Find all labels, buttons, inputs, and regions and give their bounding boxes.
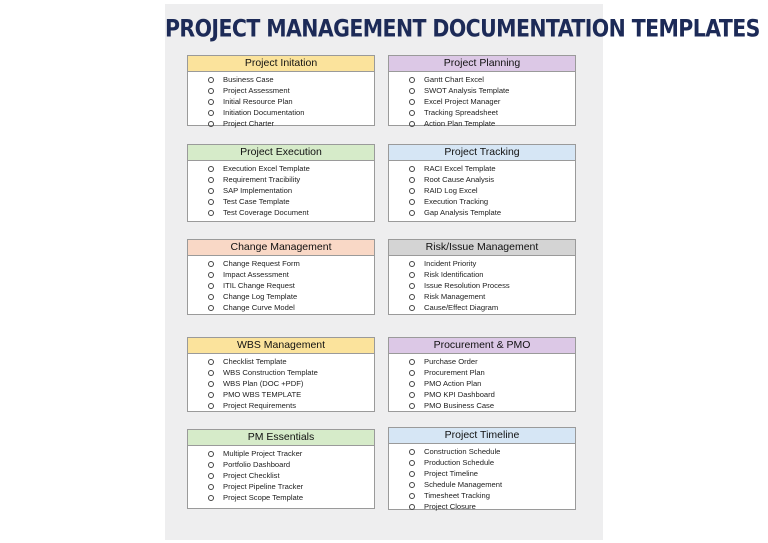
- list-item: Change Request Form: [188, 258, 374, 269]
- bullet-icon: [409, 99, 415, 105]
- bullet-icon: [208, 392, 214, 398]
- list-item: Project Assessment: [188, 85, 374, 96]
- list-item: Project Timeline: [389, 468, 575, 479]
- list-item: Project Pipeline Tracker: [188, 481, 374, 492]
- list-item: ITIL Change Request: [188, 280, 374, 291]
- list-item: Impact Assessment: [188, 269, 374, 280]
- card-heading: Procurement & PMO: [389, 338, 575, 354]
- list-item: Test Case Template: [188, 196, 374, 207]
- bullet-icon: [208, 359, 214, 365]
- bullet-icon: [208, 370, 214, 376]
- list-item: Construction Schedule: [389, 446, 575, 457]
- bullet-icon: [409, 403, 415, 409]
- bullet-icon: [208, 99, 214, 105]
- list-item: Project Scope Template: [188, 492, 374, 503]
- bullet-icon: [409, 460, 415, 466]
- card-heading: Change Management: [188, 240, 374, 256]
- list-item: Portfolio Dashboard: [188, 459, 374, 470]
- card-project-initiation: [187, 55, 375, 126]
- bullet-icon: [208, 462, 214, 468]
- list-item: Risk Identification: [389, 269, 575, 280]
- list-item: Project Checklist: [188, 470, 374, 481]
- list-item: Cause/Effect Diagram: [389, 302, 575, 313]
- bullet-icon: [409, 504, 415, 510]
- bullet-icon: [409, 359, 415, 365]
- bullet-icon: [208, 272, 214, 278]
- bullet-icon: [208, 210, 214, 216]
- list-item: Change Log Template: [188, 291, 374, 302]
- list-item: Purchase Order: [389, 356, 575, 367]
- bullet-icon: [409, 188, 415, 194]
- bullet-icon: [208, 188, 214, 194]
- bullet-icon: [409, 305, 415, 311]
- list-item: Project Requirements: [188, 400, 374, 411]
- list-item: Gap Analysis Template: [389, 207, 575, 218]
- bullet-icon: [208, 177, 214, 183]
- card-project-timeline: [388, 427, 576, 510]
- bullet-icon: [208, 495, 214, 501]
- bullet-icon: [409, 210, 415, 216]
- card-heading: Project Execution: [188, 145, 374, 161]
- list-item: Requirement Tracibility: [188, 174, 374, 185]
- list-item: Action Plan Template: [389, 118, 575, 129]
- list-item: Change Curve Model: [188, 302, 374, 313]
- list-item: Project Closure: [389, 501, 575, 512]
- bullet-icon: [409, 199, 415, 205]
- bullet-icon: [409, 77, 415, 83]
- page-title: PROJECT MANAGEMENT DOCUMENTATION TEMPLATES: [165, 14, 760, 43]
- card-heading: Risk/Issue Management: [389, 240, 575, 256]
- list-item: Excel Project Manager: [389, 96, 575, 107]
- list-item: Gantt Chart Excel: [389, 74, 575, 85]
- card-risk-issue-management: [388, 239, 576, 315]
- list-item: Initial Resource Plan: [188, 96, 374, 107]
- list-item: RACI Excel Template: [389, 163, 575, 174]
- bullet-icon: [409, 121, 415, 127]
- list-item: WBS Plan (DOC +PDF): [188, 378, 374, 389]
- bullet-icon: [409, 283, 415, 289]
- card-heading: Project Tracking: [389, 145, 575, 161]
- bullet-icon: [409, 294, 415, 300]
- bullet-icon: [409, 272, 415, 278]
- bullet-icon: [409, 493, 415, 499]
- list-item: Test Coverage Document: [188, 207, 374, 218]
- list-item: Multiple Project Tracker: [188, 448, 374, 459]
- bullet-icon: [208, 473, 214, 479]
- bullet-icon: [409, 392, 415, 398]
- list-item: PMO KPI Dashboard: [389, 389, 575, 400]
- card-change-management: [187, 239, 375, 315]
- list-item: PMO Business Case: [389, 400, 575, 411]
- bullet-icon: [208, 381, 214, 387]
- bullet-icon: [208, 199, 214, 205]
- bullet-icon: [208, 77, 214, 83]
- list-item: SWOT Analysis Template: [389, 85, 575, 96]
- card-project-execution: [187, 144, 375, 222]
- list-item: Schedule Management: [389, 479, 575, 490]
- bullet-icon: [208, 451, 214, 457]
- list-item: Tracking Spreadsheet: [389, 107, 575, 118]
- bullet-icon: [208, 88, 214, 94]
- list-item: Risk Management: [389, 291, 575, 302]
- bullet-icon: [208, 261, 214, 267]
- bullet-icon: [409, 110, 415, 116]
- bullet-icon: [409, 88, 415, 94]
- list-item: Business Case: [188, 74, 374, 85]
- bullet-icon: [409, 166, 415, 172]
- bullet-icon: [208, 110, 214, 116]
- bullet-icon: [409, 449, 415, 455]
- list-item: WBS Construction Template: [188, 367, 374, 378]
- list-item: Checklist Template: [188, 356, 374, 367]
- card-heading: PM Essentials: [188, 430, 374, 446]
- list-item: Procurement Plan: [389, 367, 575, 378]
- card-heading: WBS Management: [188, 338, 374, 354]
- card-procurement-pmo: [388, 337, 576, 412]
- bullet-icon: [208, 121, 214, 127]
- list-item: Timesheet Tracking: [389, 490, 575, 501]
- list-item: Initiation Documentation: [188, 107, 374, 118]
- list-item: PMO Action Plan: [389, 378, 575, 389]
- card-heading: Project Timeline: [389, 428, 575, 444]
- card-project-tracking: [388, 144, 576, 222]
- list-item: RAID Log Excel: [389, 185, 575, 196]
- bullet-icon: [208, 484, 214, 490]
- list-item: Execution Tracking: [389, 196, 575, 207]
- card-project-planning: [388, 55, 576, 126]
- bullet-icon: [409, 482, 415, 488]
- bullet-icon: [208, 294, 214, 300]
- list-item: Production Schedule: [389, 457, 575, 468]
- list-item: PMO WBS TEMPLATE: [188, 389, 374, 400]
- list-item: Project Charter: [188, 118, 374, 129]
- bullet-icon: [208, 166, 214, 172]
- bullet-icon: [409, 370, 415, 376]
- bullet-icon: [409, 177, 415, 183]
- bullet-icon: [409, 261, 415, 267]
- bullet-icon: [208, 283, 214, 289]
- card-pm-essentials: [187, 429, 375, 509]
- bullet-icon: [208, 403, 214, 409]
- bullet-icon: [409, 471, 415, 477]
- list-item: SAP Implementation: [188, 185, 374, 196]
- list-item: Incident Priority: [389, 258, 575, 269]
- bullet-icon: [208, 305, 214, 311]
- bullet-icon: [409, 381, 415, 387]
- card-heading: Project Planning: [389, 56, 575, 72]
- list-item: Root Cause Analysis: [389, 174, 575, 185]
- list-item: Issue Resolution Process: [389, 280, 575, 291]
- card-wbs-management: [187, 337, 375, 412]
- card-heading: Project Initation: [188, 56, 374, 72]
- list-item: Execution Excel Template: [188, 163, 374, 174]
